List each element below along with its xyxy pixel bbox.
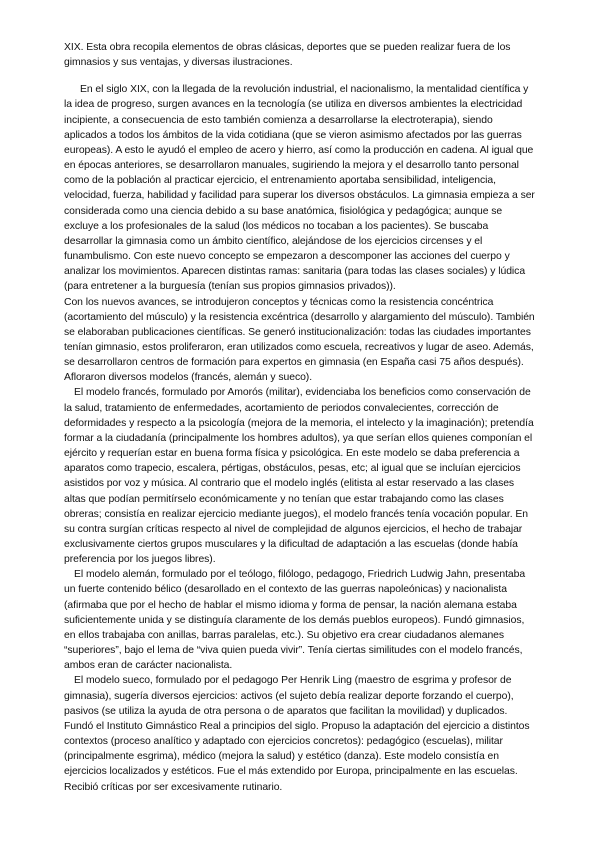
document-page [64,40,538,795]
paragraph-modelo-aleman: El modelo alemán, formulado por el teólogo, filólogo, pedagogo, Friedrich Ludwig Jahn, presentaba un fuerte contenido bélico (desarollado en el contexto de las guerras napoleónicas) y nacionalista (afirmaba que por el hecho de hablar el mismo idioma y forma de pensar, la nación alemana estaba suficientemente unida y se distinguía claramente de los demás pueblos europeos). Fundó gimnasios, en ellos trabajaba con anillas, barras paralelas, etc.). Su objetivo era crear ciudadanos alemanes “superiores”, bajo el lema de “viva quien pueda vivir”. Tenía ciertas similitudes con el modelo francés, ambos eran de carácter nacionalista. [64,569,526,672]
paragraph-modelo-sueco: El modelo sueco, formulado por el pedagogo Per Henrik Ling (maestro de esgrima y profesor de gimnasia), sugería diversos ejercicios: activos (el sujeto debía realizar deporte forzando el cuerpo), pasivos (se utiliza la ayuda de otra persona o de aparatos que facilitan la movilidad) y duplicados. Fundó el Instituto Gimnástico Real a principios del siglo. Propuso la adaptación del ejercicio a distintos contextos (proceso analítico y adaptado con ejercicios concretos): pedagógico (escuelas), militar (principalmente esgrima), médico (mejora la salud) y estético (danza). Este modelo consistía en ejercicios localizados y estéticos. Fue el más extendido por Europa, principalmente en las escuelas. Recibió críticas por ser excesivamente rutinario. [64,675,530,793]
paragraph-modelo-frances: El modelo francés, formulado por Amorós (militar), evidenciaba los beneficios como conservación de la salud, tratamiento de enfermedades, acortamiento de periodos convalecientes, corrección de deformidades y respecto a la psicología (mejora de la memoria, el intelecto y la imaginación); pretendía formar a la ciudadanía (principalmente los hombres adultos), ya que serían ellos quienes componían el ejército y requerían estar en buena forma física y psicológica. En este modelo se daba preferencia a aparatos como trapecio, escalera, pértigas, obstáculos, pesas, etc; al igual que se incluían ejercicios asistidos por voz y música. Al contrario que el modelo inglés (elitista al estar reservado a las clases altas que podían permitírselo económicamente y no tenían que estar trabajando como las clases obreras; consistía en realizar ejercicio mediante juegos), el modelo francés tenía vocación popular. En su contra surgían críticas respecto al nivel de complejidad de algunos ejercicios, el hecho de trabajar exclusivamente ciertos grupos musculares y la dificultad de adaptación a las escuelas (donde había preferencia por los juegos libres). [64,387,534,566]
paragraph-nuevos-avances: Con los nuevos avances, se introdujeron conceptos y técnicas como la resistencia concéntrica (acortamiento del músculo) y la resistencia excéntrica (desarrollo y alargamiento del músculo). También se elaboraban publicaciones científicas. Se generó institucionalización: todas las ciudades importantes tenían gimnasio, estos proliferaron, eran utilizados como escuela, recreativos y lugar de aseo. Además, se desarrollaron centros de formación para expertos en gimnasia (en España casi 75 años después). Afloraron diversos modelos (francés, alemán y sueco). [64,296,535,384]
paragraph-intro-continuation: XIX. Esta obra recopila elementos de obras clásicas, deportes que se pueden realizar fuera de los gimnasios y sus ventajas, y diversas ilustraciones. [64,42,511,69]
paragraph-siglo-xix: En el siglo XIX, con la llegada de la revolución industrial, el nacionalismo, la mentalidad científica y la idea de progreso, surgen avances en la tecnología (se utiliza en diversos ambientes la electricidad incipiente, a consecuencia de esto también comienza a desarrollarse la electroterapia), siendo aplicados a todos los ámbitos de la vida cotidiana (que se vieron asimismo afectados por las guerras europeas). A esto le ayudó el empleo de acero y hierro, así como la producción en cadena. Al igual que en épocas anteriores, se desarrollaron manuales, sugiriendo la mejora y el desarrollo tanto personal como de la población al practicar ejercicio, el entrenamiento aportaba sensibilidad, inteligencia, velocidad, fuerza, habilidad y facilidad para superar los diversos obstáculos. La gimnasia empieza a ser considerada como una ciencia debido a su base anatómica, fisiológica y pedagógica; aunque se excluye a los profesionales de la salud (los médicos no tocaban a los pacientes). Se buscaba desarrollar la gimnasia como un ámbito científico, alejándose de los ejercicios circenses y el funambulismo. Con este nuevo concepto se empezaron a descomponer las acciones del cuerpo y analizar los movimientos. Aparecen distintas ramas: sanitaria (para todas las clases sociales) y lúdica (para entretener a la burguesía (tenían sus propios gimnasios privados)). [64,84,535,293]
